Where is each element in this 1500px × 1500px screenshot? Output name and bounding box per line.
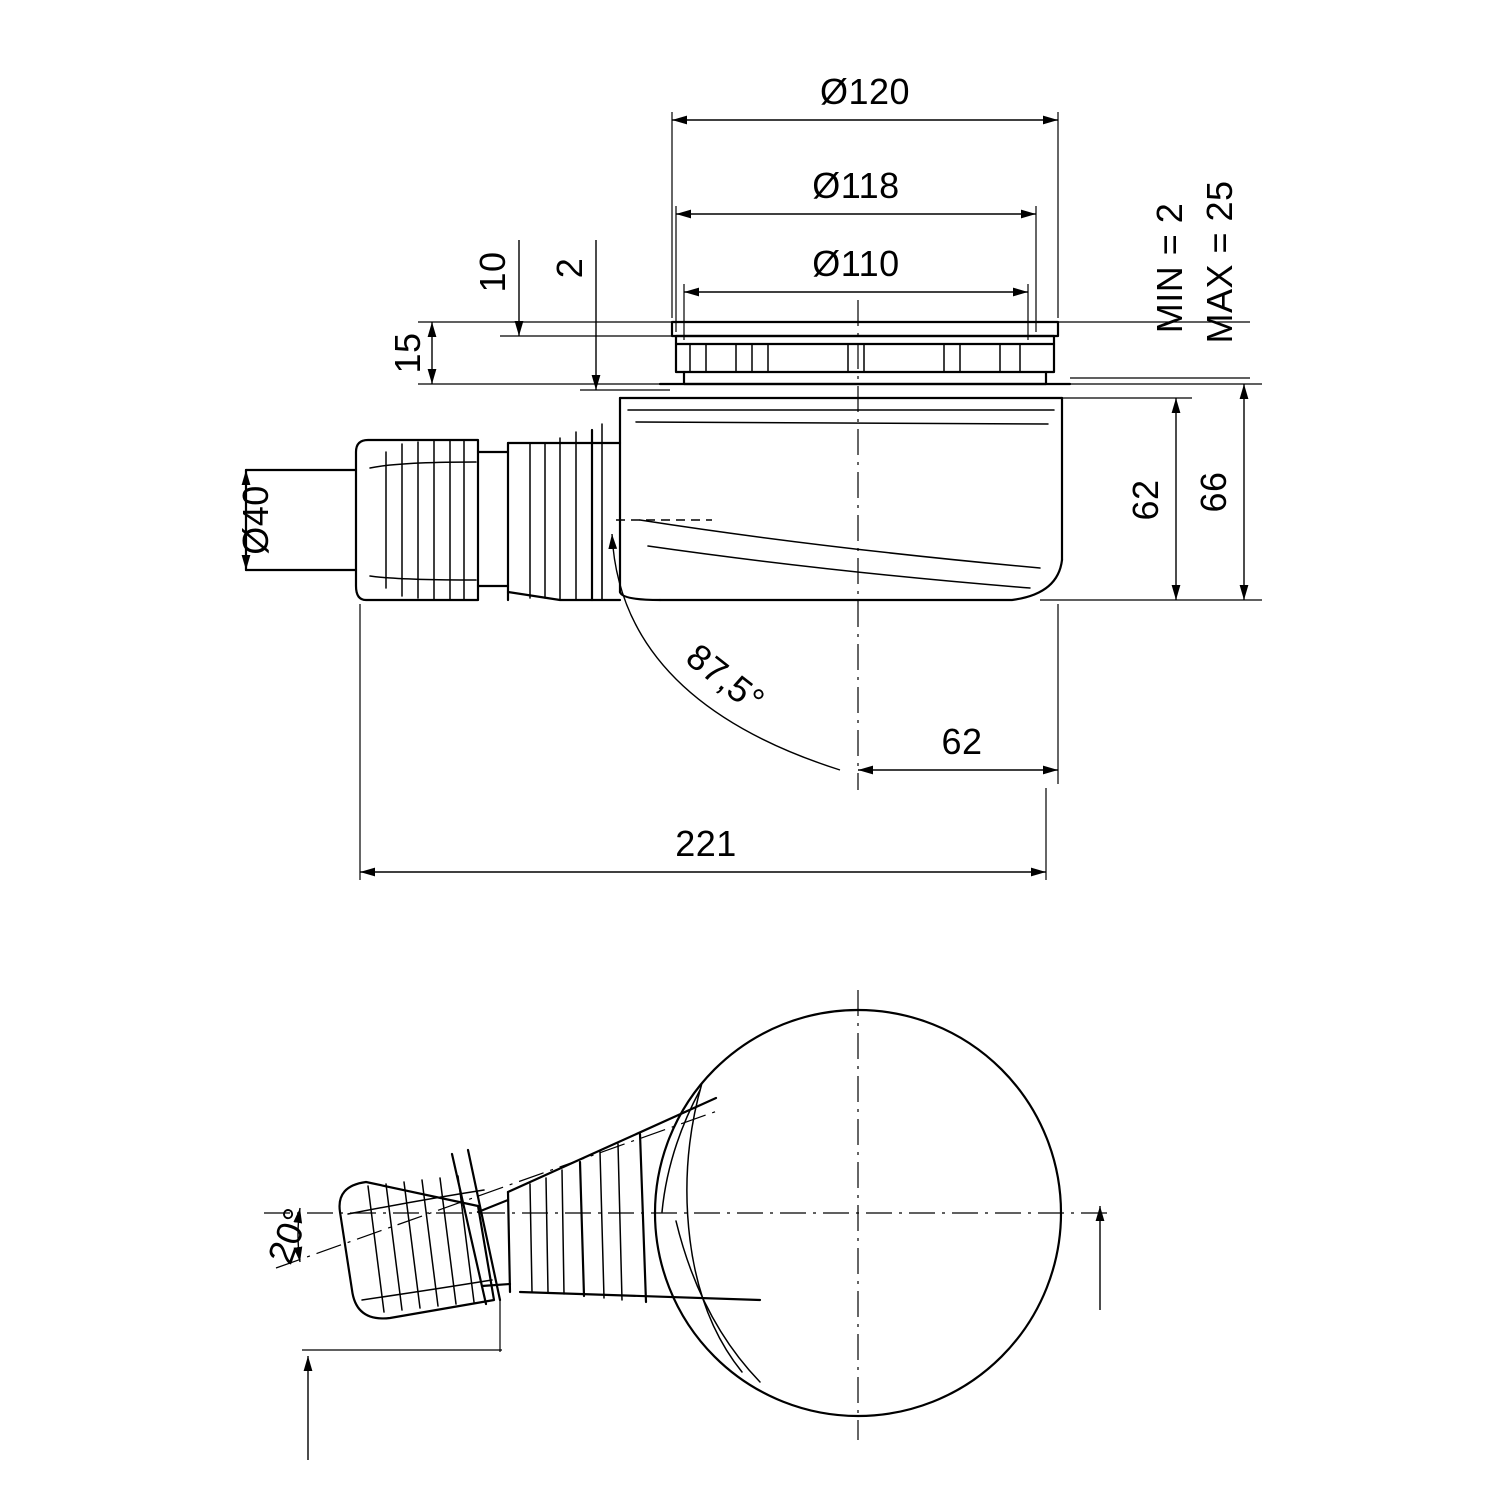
dimension-66-height [1070, 384, 1262, 600]
top-plan-view [259, 990, 1108, 1460]
dim-label-2: 2 [549, 257, 590, 279]
plan-angle-centerline [276, 1110, 720, 1268]
dimension-15 [387, 322, 672, 384]
side-elevation-view [235, 71, 1262, 880]
dim-label-87-5: 87,5° [678, 635, 773, 722]
dim-label-221: 221 [675, 823, 737, 864]
dim-label-62-offset: 62 [941, 721, 983, 762]
dim-label-d40: Ø40 [235, 485, 276, 555]
dimension-diameter-40 [235, 470, 276, 570]
dimension-angle-87-5 [602, 534, 840, 770]
dim-label-d120: Ø120 [819, 71, 911, 112]
plan-union-nut [340, 1150, 500, 1318]
trap-body [616, 398, 1062, 600]
dim-label-d110: Ø110 [812, 243, 900, 284]
union-nut [356, 440, 478, 600]
label-min: MIN = 2 [1149, 202, 1190, 334]
dim-label-10: 10 [472, 251, 513, 293]
dim-label-66-height: 66 [1193, 471, 1234, 513]
min-max-annotation [1058, 180, 1250, 378]
dim-label-d118: Ø118 [812, 165, 900, 206]
plan-outlet-arm [478, 1098, 760, 1302]
dimension-diameter-110 [684, 243, 1028, 340]
dimension-2 [549, 240, 670, 390]
dim-label-20-deg: 20° [259, 1202, 318, 1270]
outlet-arm [478, 424, 620, 600]
label-max: MAX = 25 [1199, 180, 1240, 344]
dim-label-62-height: 62 [1125, 479, 1166, 521]
dim-label-15: 15 [387, 332, 428, 374]
plan-reference-lines [302, 1206, 1100, 1460]
dimension-62-offset [858, 604, 1058, 784]
flange-assembly [660, 322, 1070, 384]
